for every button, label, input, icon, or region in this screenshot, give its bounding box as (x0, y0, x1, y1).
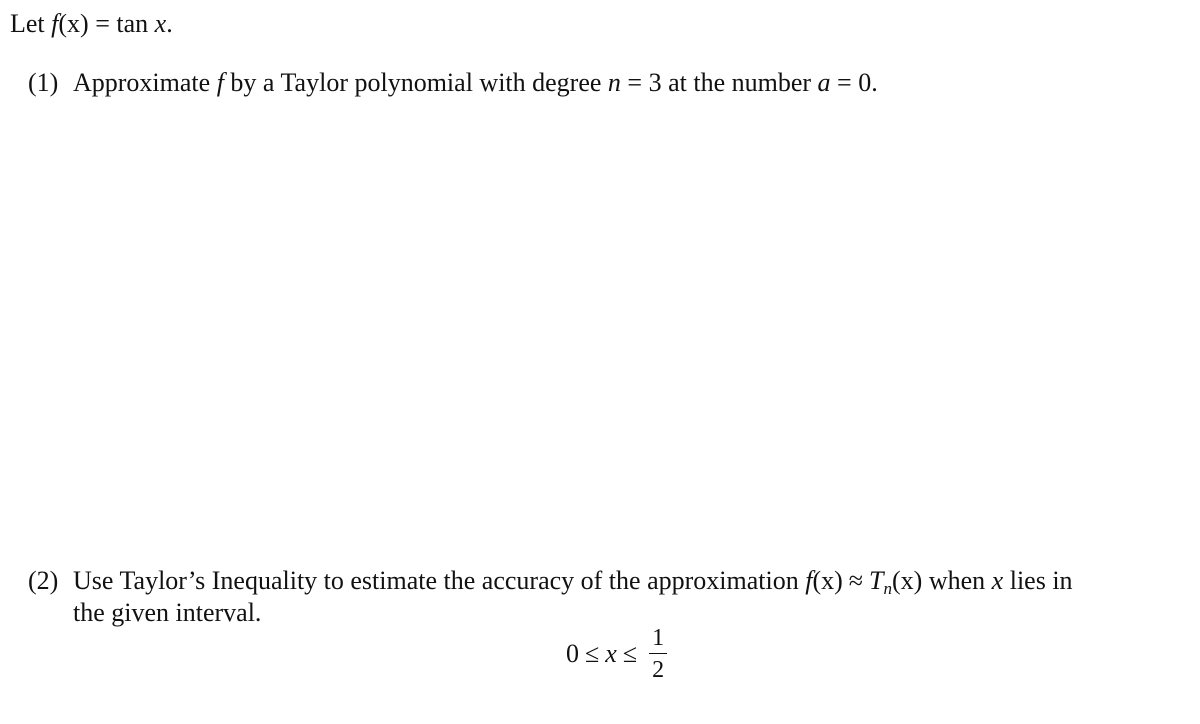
part-1-text-c: at the number (661, 68, 818, 97)
approx-sign: ≈ (848, 566, 864, 595)
fraction-bar (649, 653, 667, 655)
problem-statement (10, 9, 173, 39)
x-variable: x (605, 639, 617, 668)
tan-function: tan (116, 9, 155, 38)
part-2-question-line-2: the given interval. (73, 598, 262, 627)
f-argument: (x) (58, 9, 89, 38)
period: . (166, 9, 173, 38)
upper-bound-fraction (649, 624, 667, 685)
center-value: 0. (858, 68, 878, 97)
part-2-text-c: lies in (1003, 566, 1073, 595)
part-2-text-b: when (922, 566, 992, 595)
le-sign: ≤ (585, 639, 600, 668)
part-1-text-a: Approximate (73, 68, 217, 97)
part-2-text-a: Use Taylor’s Inequality to estimate the accuracy of the approximation (73, 566, 806, 595)
f-argument: (x) (812, 566, 843, 595)
n-variable: n (607, 68, 621, 97)
part-1-question (28, 68, 878, 98)
let-text: Let (10, 9, 52, 38)
le-sign: ≤ (622, 639, 638, 668)
part-2-question-line-1 (28, 566, 1073, 599)
lower-bound: 0 (566, 639, 579, 668)
fraction-denominator: 2 (652, 657, 665, 684)
part-1-number: (1) (28, 68, 59, 97)
f-symbol: f (216, 68, 224, 97)
equals-sign: = (830, 68, 859, 97)
x-variable: x (154, 9, 167, 38)
t-argument: (x) (892, 566, 923, 595)
f-symbol: f (805, 566, 813, 595)
t-symbol: T (869, 566, 884, 595)
x-variable: x (991, 566, 1004, 595)
a-variable: a (817, 68, 831, 97)
interval-inequality (566, 622, 667, 686)
f-symbol: f (51, 9, 59, 38)
part-1-text-b: by a Taylor polynomial with degree (223, 68, 608, 97)
part-2-number: (2) (28, 566, 59, 595)
equals-sign: = (620, 68, 649, 97)
equals-sign: = (88, 9, 117, 38)
fraction-numerator: 1 (652, 624, 665, 651)
t-subscript: n (883, 579, 893, 598)
degree-value: 3 (648, 68, 662, 97)
